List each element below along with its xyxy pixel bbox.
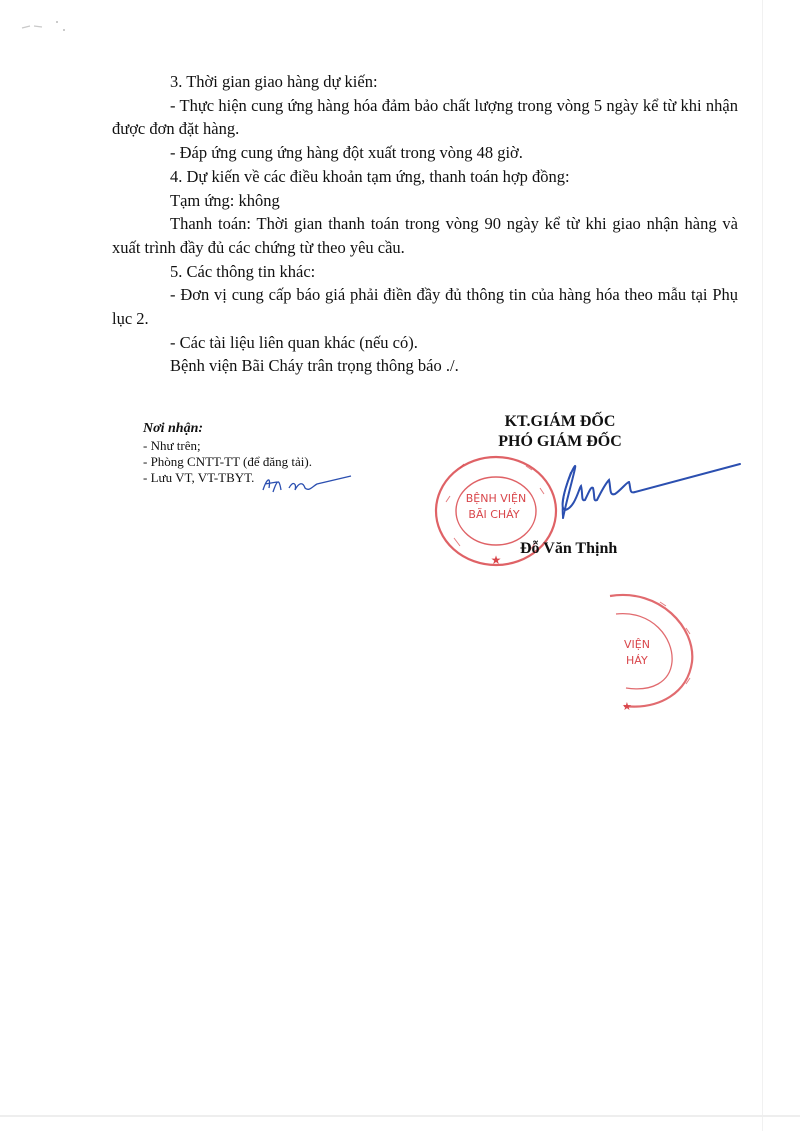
paragraph: - Các tài liệu liên quan khác (nếu có). (170, 332, 418, 352)
recipient-item: - Phòng CNTT-TT (để đăng tải). (143, 454, 312, 469)
handwritten-signature (535, 458, 745, 528)
stamp-star: ★ (622, 701, 632, 713)
stamp-line-1: BỆNH VIỆN (465, 492, 527, 505)
signature-title-1: KT.GIÁM ĐỐC (504, 413, 616, 430)
recipients-title: Nơi nhận: (143, 421, 204, 436)
stamp-star: ★ (490, 553, 502, 567)
scan-edge-right (760, 0, 766, 1131)
hospital-stamp-partial (600, 588, 700, 714)
paragraph: - Đơn vị cung cấp báo giá phải điền đầy đủ thông tin của hàng hóa theo mẫu tại Phụ lục 2. (112, 285, 738, 329)
paragraph: 4. Dự kiến về các điều khoản tạm ứng, thanh toán hợp đồng: (170, 166, 570, 186)
document-body (112, 70, 738, 378)
handwritten-initials (259, 470, 354, 500)
stamp-partial-line-2: HÁY (626, 654, 648, 667)
signature-title-2: PHÓ GIÁM ĐỐC (498, 433, 622, 450)
recipient-item: - Lưu VT, VT-TBYT. (143, 470, 255, 485)
paragraph: Tạm ứng: không (170, 190, 280, 210)
paragraph: 3. Thời gian giao hàng dự kiến: (170, 72, 378, 91)
stamp-partial-line-1: VIỆN (624, 638, 650, 651)
signature-block (440, 412, 680, 452)
signer-name: Đỗ Văn Thịnh (520, 540, 618, 557)
paragraph: - Đáp ứng cung ứng hàng đột xuất trong vòng 48 giờ. (170, 143, 523, 163)
paragraph: - Thực hiện cung ứng hàng hóa đảm bảo chất lượng trong vòng 5 ngày kể từ khi nhận được đơn đặt hàng. (112, 95, 738, 139)
paragraph: Thanh toán: Thời gian thanh toán trong vòng 90 ngày kể từ khi giao nhận hàng và xuất trình đầy đủ các chứng từ theo yêu cầu. (112, 214, 738, 257)
scan-artifact-mark (20, 12, 80, 40)
paragraph: 5. Các thông tin khác: (170, 261, 316, 281)
scan-edge-bottom (0, 1112, 800, 1120)
stamp-line-2: BÃI CHÁY (468, 508, 520, 521)
paragraph: Bệnh viện Bãi Cháy trân trọng thông báo ./. (170, 356, 459, 376)
recipient-item: - Như trên; (143, 438, 201, 453)
